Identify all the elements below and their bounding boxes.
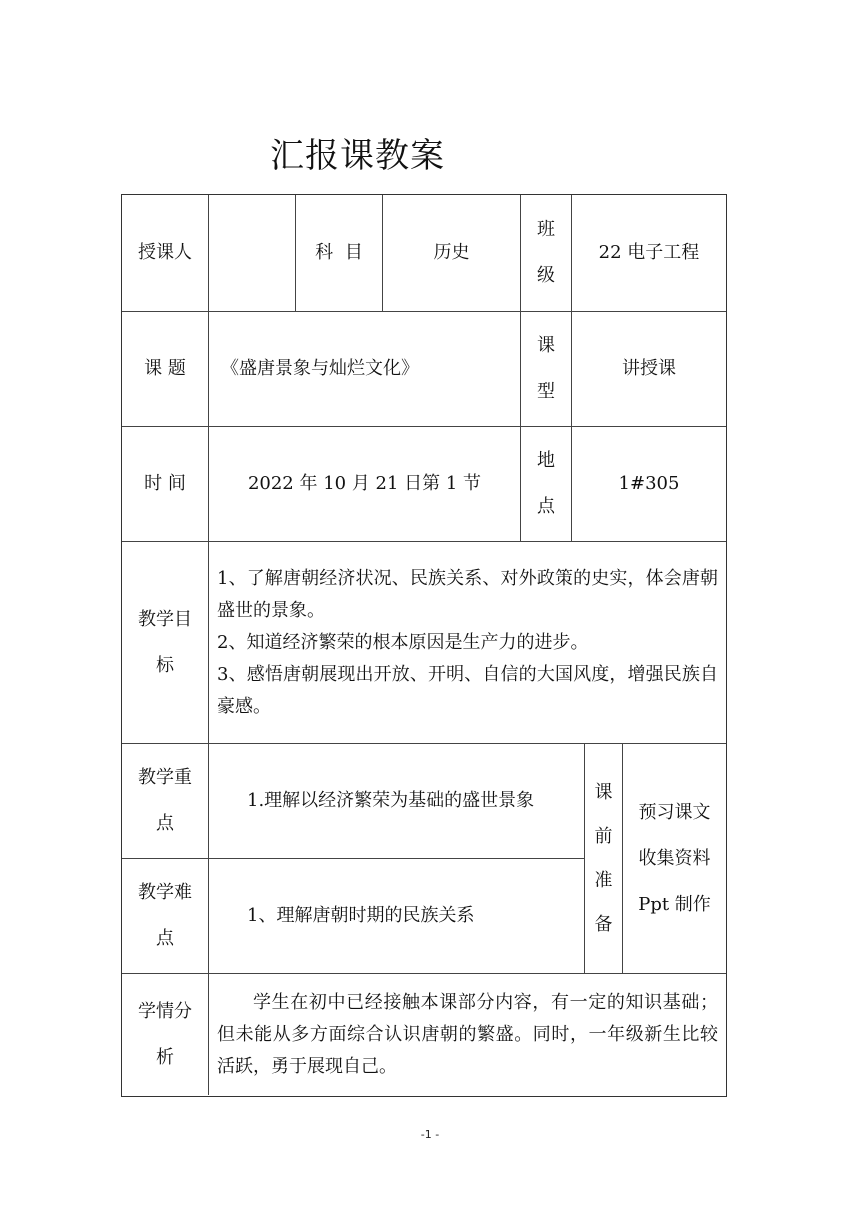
difficulty-value-cell bbox=[209, 859, 585, 974]
time-label: 时 间 bbox=[144, 473, 186, 494]
topic-label: 课 题 bbox=[144, 358, 186, 379]
type-value: 讲授课 bbox=[622, 358, 676, 379]
subject-value: 历史 bbox=[433, 242, 470, 263]
goals-label-cell bbox=[122, 542, 209, 744]
teacher-label-cell bbox=[122, 195, 209, 312]
preparation-label-cell bbox=[585, 744, 623, 974]
time-value-cell bbox=[209, 427, 521, 542]
topic-value-cell bbox=[209, 312, 521, 427]
time-label-cell bbox=[122, 427, 209, 542]
preparation-items-cell bbox=[623, 744, 726, 974]
goal-line-1: 1、了解唐朝经济状况、民族关系、对外政策的史实，体会唐朝盛世的景象。 bbox=[217, 567, 718, 621]
page-title: 汇报课教案 bbox=[270, 136, 445, 176]
class-label-2: 级 bbox=[537, 265, 555, 286]
class-label-1: 班 bbox=[537, 219, 555, 240]
type-value-cell bbox=[572, 312, 726, 427]
goals-content-cell bbox=[209, 542, 726, 744]
key-point-value: 1.理解以经济繁荣为基础的盛世景象 bbox=[247, 790, 535, 811]
type-label-2: 型 bbox=[537, 381, 555, 402]
analysis-label-cell bbox=[122, 974, 209, 1095]
difficulty-label-cell bbox=[122, 859, 209, 974]
page-number: -1 - bbox=[420, 1128, 440, 1141]
difficulty-label-1: 教学难 bbox=[138, 882, 192, 903]
analysis-label-1: 学情分 bbox=[138, 1000, 192, 1022]
subject-value-cell bbox=[383, 195, 521, 312]
key-point-label-2: 点 bbox=[156, 813, 174, 834]
prep-label-1: 课 bbox=[594, 781, 613, 803]
subject-label: 科 目 bbox=[315, 242, 363, 263]
key-point-label-1: 教学重 bbox=[138, 767, 192, 788]
place-value: 1#305 bbox=[618, 473, 680, 494]
difficulty-label-2: 点 bbox=[156, 928, 174, 949]
type-label-1: 课 bbox=[537, 335, 555, 356]
class-value-cell bbox=[572, 195, 726, 312]
key-point-value-cell bbox=[209, 744, 585, 859]
prep-label-4: 备 bbox=[594, 913, 613, 935]
key-point-label-cell bbox=[122, 744, 209, 859]
prep-item-1: 预习课文 bbox=[638, 801, 711, 823]
goals-label-1: 教学目 bbox=[138, 608, 192, 630]
prep-label-3: 准 bbox=[594, 869, 613, 891]
prep-label-2: 前 bbox=[594, 825, 613, 847]
place-value-cell bbox=[572, 427, 726, 542]
place-label-1: 地 bbox=[537, 450, 555, 471]
topic-label-cell bbox=[122, 312, 209, 427]
analysis-text: 学生在初中已经接触本课部分内容，有一定的知识基础；但未能从多方面综合认识唐朝的繁盛。同时，一年级新生比较活跃，勇于展现自己。 bbox=[217, 991, 718, 1077]
place-label-cell bbox=[521, 427, 572, 542]
difficulty-value: 1、理解唐朝时期的民族关系 bbox=[247, 905, 475, 926]
goal-line-3: 3、感悟唐朝展现出开放、开明、自信的大国风度，增强民族自豪感。 bbox=[217, 663, 718, 717]
lesson-plan-table bbox=[121, 194, 727, 1097]
subject-label-cell bbox=[296, 195, 383, 312]
class-value: 22 电子工程 bbox=[598, 242, 700, 263]
time-value: 2022 年 10 月 21 日第 1 节 bbox=[247, 473, 482, 494]
prep-item-3: Ppt 制作 bbox=[638, 893, 711, 915]
type-label-cell bbox=[521, 312, 572, 427]
prep-item-2: 收集资料 bbox=[638, 847, 711, 869]
teacher-label: 授课人 bbox=[138, 242, 192, 263]
teacher-value-cell bbox=[209, 195, 296, 312]
topic-value: 《盛唐景象与灿烂文化》 bbox=[221, 358, 419, 379]
goal-line-2: 2、知道经济繁荣的根本原因是生产力的进步。 bbox=[217, 631, 589, 653]
goals-label-2: 标 bbox=[156, 654, 174, 676]
analysis-content-cell bbox=[209, 974, 726, 1095]
analysis-label-2: 析 bbox=[156, 1046, 174, 1068]
place-label-2: 点 bbox=[537, 496, 555, 517]
class-label-cell bbox=[521, 195, 572, 312]
